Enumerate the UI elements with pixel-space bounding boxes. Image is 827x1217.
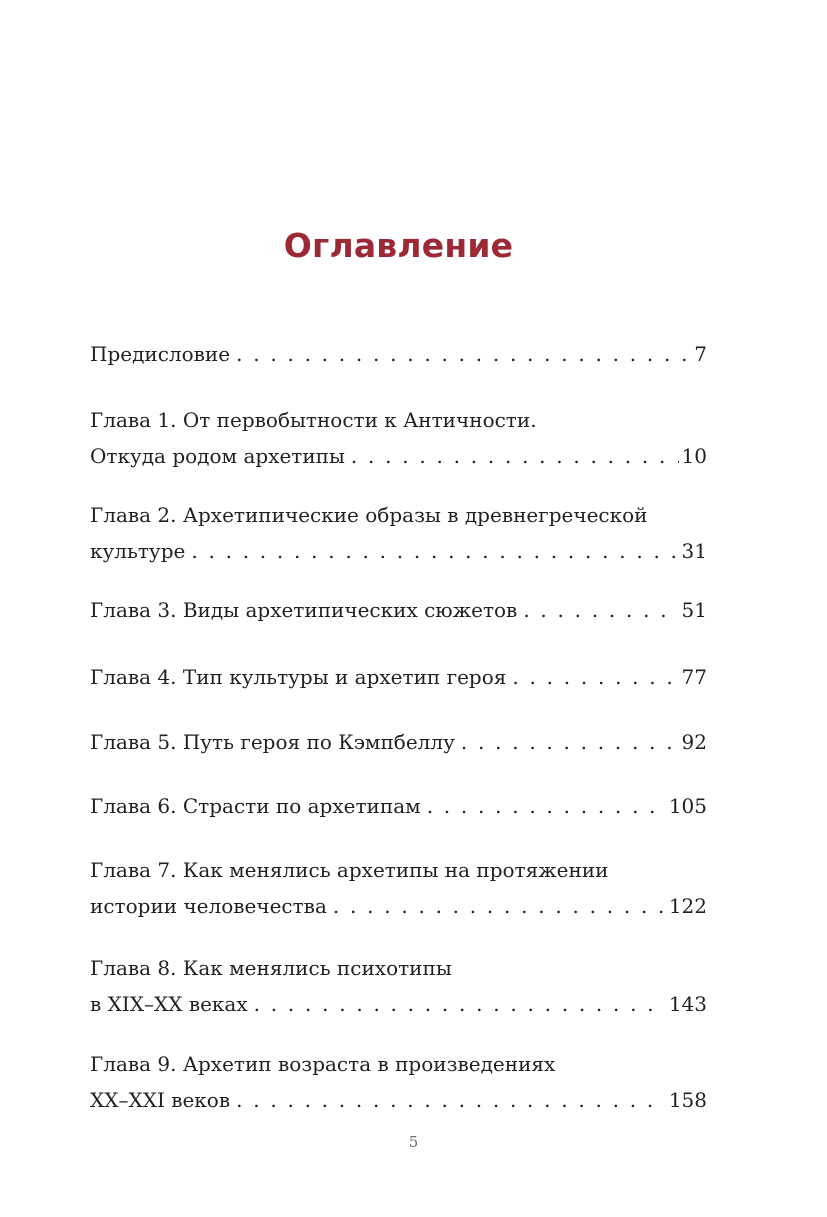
toc-entry-text: культуре — [90, 539, 186, 563]
dot-leader — [333, 888, 666, 924]
dot-leader — [461, 724, 679, 760]
dot-leader — [254, 986, 666, 1022]
toc-entry-chapter-5[interactable] — [90, 724, 707, 760]
toc-entry-text: Глава 5. Путь героя по Кэмпбеллу — [90, 730, 455, 754]
footer-page-number: 5 — [408, 1133, 419, 1151]
toc-entry-line — [90, 724, 707, 760]
toc-entry-text: Глава 4. Тип культуры и архетип героя — [90, 665, 507, 689]
toc-entry-line — [90, 986, 707, 1022]
toc-entry-chapter-1[interactable] — [90, 402, 707, 474]
toc-page-number: 10 — [681, 444, 707, 468]
toc-entry-preface[interactable] — [90, 336, 707, 372]
toc-entry-text: истории человечества — [90, 894, 327, 918]
toc-entry-chapter-8[interactable] — [90, 950, 707, 1022]
toc-entry-text: Глава 8. Как менялись психотипы — [90, 956, 452, 980]
toc-page-number: 92 — [681, 730, 707, 754]
toc-entry-chapter-3[interactable] — [90, 592, 707, 628]
toc-entry-text: в XIX–XX веках — [90, 992, 248, 1016]
toc-entry-text: Глава 9. Архетип возраста в произведениях — [90, 1052, 556, 1076]
dot-leader — [427, 788, 666, 824]
toc-entry-line — [90, 533, 707, 569]
toc-page-number: 51 — [681, 598, 707, 622]
toc-entry-text: Глава 3. Виды архетипических сюжетов — [90, 598, 518, 622]
dot-leader — [512, 659, 678, 695]
dot-leader — [191, 533, 678, 569]
toc-page-number: 158 — [668, 1088, 707, 1112]
toc-page-number: 7 — [694, 342, 707, 366]
dot-leader — [351, 438, 679, 474]
toc-entry-line — [90, 1082, 707, 1118]
toc-entry-text: Откуда родом архетипы — [90, 444, 345, 468]
toc-entry-chapter-2[interactable] — [90, 497, 707, 569]
toc-page-number: 77 — [681, 665, 707, 689]
toc-entry-line — [90, 592, 707, 628]
toc-entry-text: Глава 6. Страсти по архетипам — [90, 794, 421, 818]
toc-entry-line — [90, 888, 707, 924]
toc-page-number: 105 — [668, 794, 707, 818]
page-title: Оглавление — [283, 226, 514, 265]
toc-entry-text: Глава 7. Как менялись архетипы на протяжении — [90, 858, 609, 882]
toc-page-number: 122 — [668, 894, 707, 918]
toc-entry-chapter-7[interactable] — [90, 852, 707, 924]
toc-entry-line — [90, 438, 707, 474]
toc-page-number: 143 — [668, 992, 707, 1016]
toc-entry-chapter-9[interactable] — [90, 1046, 707, 1118]
toc-entry-chapter-4[interactable] — [90, 659, 707, 695]
toc-entry-text: Глава 1. От первобытности к Античности. — [90, 408, 537, 432]
toc-entry-text: Предисловие — [90, 342, 231, 366]
toc-entry-text: Глава 2. Архетипические образы в древнегреческой — [90, 503, 648, 527]
dot-leader — [236, 336, 691, 372]
toc-entry-line — [90, 659, 707, 695]
toc-page-number: 31 — [681, 539, 707, 563]
toc-entry-chapter-6[interactable] — [90, 788, 707, 824]
dot-leader — [523, 592, 678, 628]
toc-entry-line — [90, 788, 707, 824]
dot-leader — [236, 1082, 666, 1118]
toc-entry-text: XX–XXI веков — [90, 1088, 231, 1112]
toc-entry-line — [90, 336, 707, 372]
